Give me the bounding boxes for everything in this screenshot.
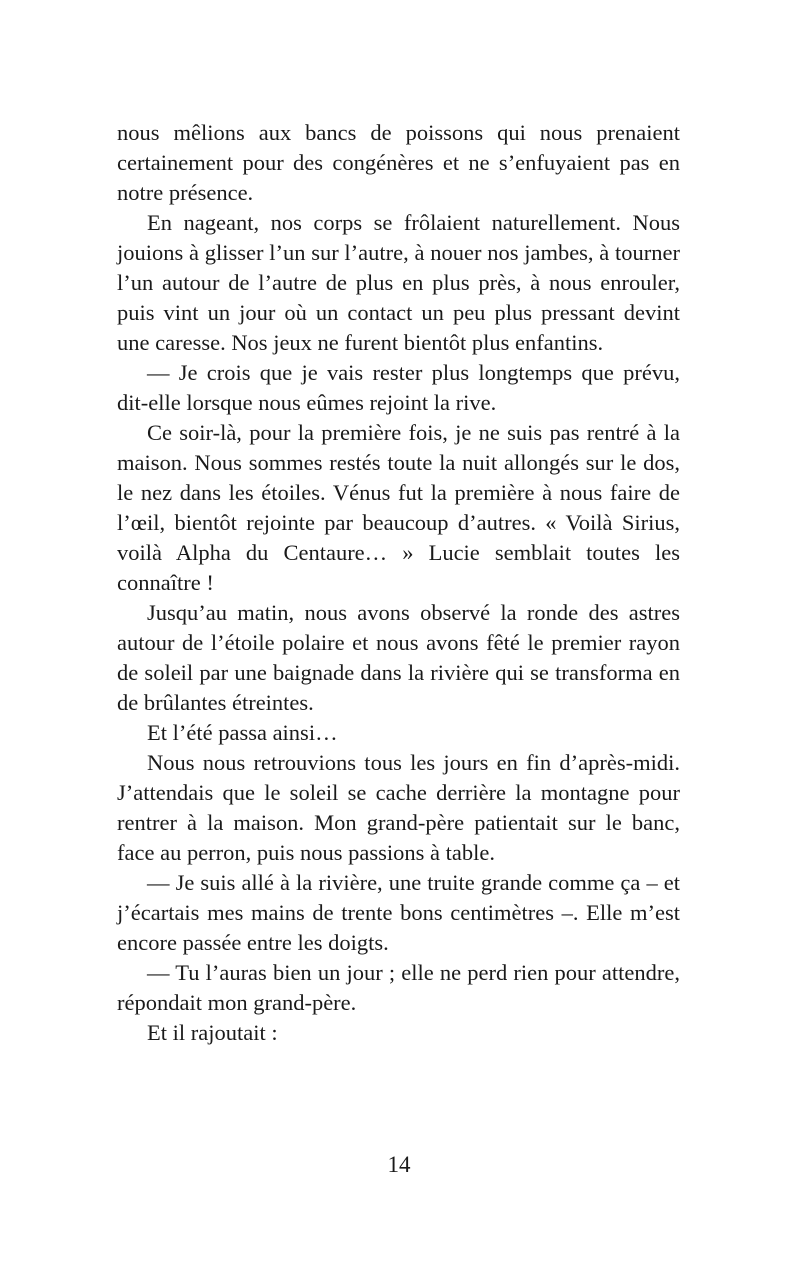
dialogue-paragraph: — Tu l’auras bien un jour ; elle ne perd rien pour attendre, répondait mon grand-père. <box>117 960 680 1015</box>
paragraph: Et l’été passa ainsi… <box>147 720 338 745</box>
dialogue-paragraph: — Je suis allé à la rivière, une truite grande comme ça – et j’écartais mes mains de trente bons centimètres –. Elle m’est encore passée entre les doigts. <box>117 870 680 955</box>
dialogue-paragraph: — Je crois que je vais rester plus longtemps que prévu, dit-elle lorsque nous eûmes rejoint la rive. <box>117 360 680 415</box>
paragraph-continued: nous mêlions aux bancs de poissons qui nous prenaient certainement pour des congénères et ne s’enfuyaient pas en notre présence. <box>117 120 680 205</box>
paragraph: Et il rajoutait : <box>147 1020 278 1045</box>
page-number: 14 <box>387 1152 411 1177</box>
body-text <box>117 118 680 1048</box>
paragraph: En nageant, nos corps se frôlaient naturellement. Nous jouions à glisser l’un sur l’autre, à nouer nos jambes, à tourner l’un autour de l’autre de plus en plus près, à nous enrouler, puis vint un jour où un contact un peu plus pressant devint une caresse. Nos jeux ne furent bientôt plus enfantins. <box>117 210 680 355</box>
paragraph: Nous nous retrouvions tous les jours en fin d’après-midi. J’attendais que le soleil se cache derrière la montagne pour rentrer à la maison. Mon grand-père patientait sur le banc, face au perron, puis nous passions à table. <box>117 750 680 865</box>
paragraph: Ce soir-là, pour la première fois, je ne suis pas rentré à la maison. Nous sommes restés toute la nuit allongés sur le dos, le nez dans les étoiles. Vénus fut la première à nous faire de l’œil, bientôt rejointe par beaucoup d’autres. « Voilà Sirius, voilà Alpha du Centaure… » Lucie semblait toutes les connaître ! <box>117 420 680 595</box>
paragraph: Jusqu’au matin, nous avons observé la ronde des astres autour de l’étoile polaire et nous avons fêté le premier rayon de soleil par une baignade dans la rivière qui se transforma en de brûlantes étreintes. <box>117 600 680 715</box>
